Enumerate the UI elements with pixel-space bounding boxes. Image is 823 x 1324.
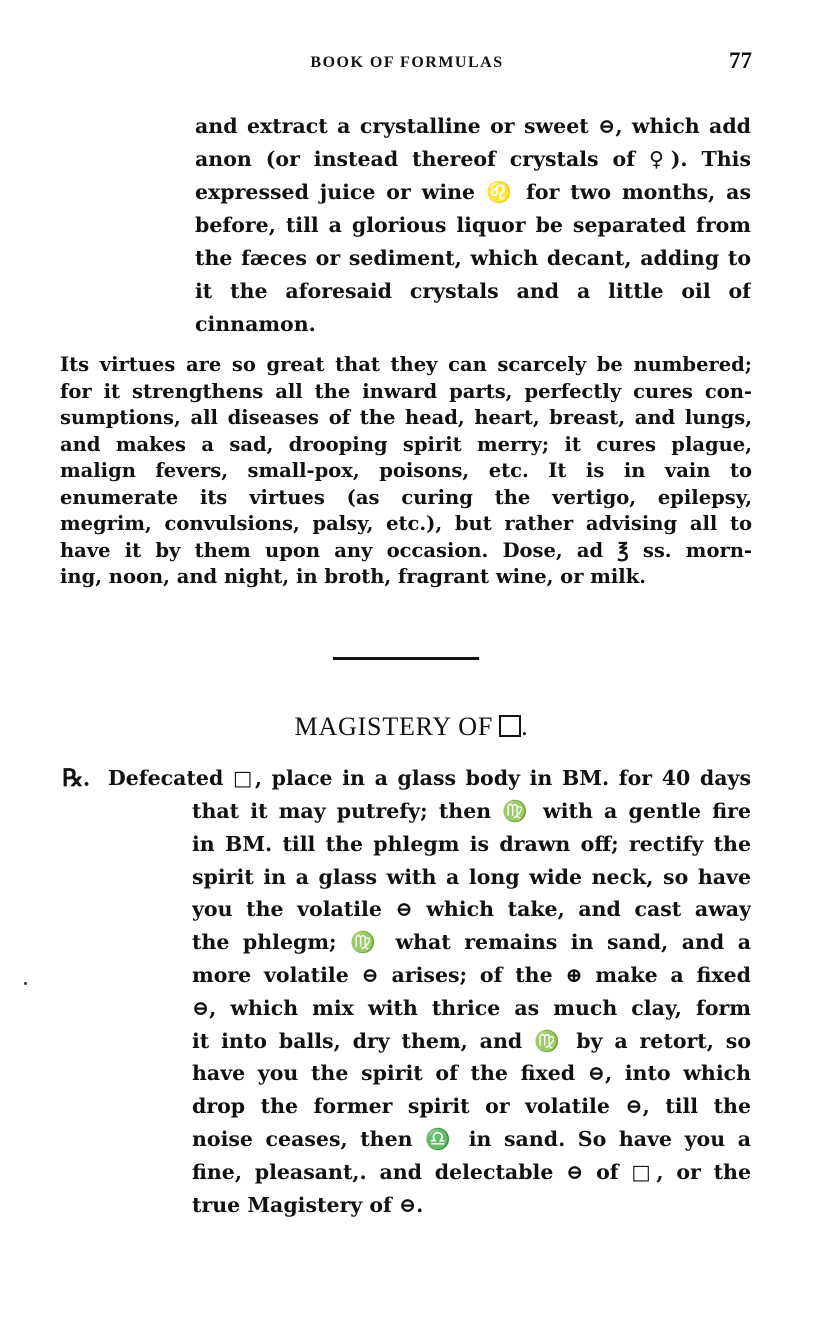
text-line: in BM. till the phlegm is drawn off; rectify the xyxy=(192,831,751,856)
section-divider xyxy=(333,657,479,660)
text-line: more volatile ⊖ arises; of the ⊕ make a fixed xyxy=(192,962,751,987)
text-line: ing, noon, and night, in broth, fragrant wine, or milk. xyxy=(60,565,646,588)
text-line: noise ceases, then ♎ in sand. So have you a xyxy=(192,1126,751,1151)
text-line: spirit in a glass with a long wide neck, so have xyxy=(192,864,751,889)
print-speck xyxy=(24,982,27,985)
running-head: BOOK OF FORMULAS xyxy=(310,54,504,71)
text-line: enumerate its virtues (as curing the vertigo, epilepsy, xyxy=(60,485,752,509)
text-line: malign fevers, small-pox, poisons, etc. It is in vain to xyxy=(60,459,752,482)
text-line: expressed juice or wine ♌ for two months, as xyxy=(195,180,751,204)
recipe-paragraph xyxy=(192,795,751,1221)
text-line: and makes a sad, drooping spirit merry; it cures plague, xyxy=(60,432,752,456)
text-line: ⊖, which mix with thrice as much clay, form xyxy=(192,995,751,1020)
text-line: the fæces or sediment, which decant, adding to xyxy=(195,246,751,270)
recipe-first-line xyxy=(108,762,751,795)
recipe-mark: ℞. xyxy=(62,766,90,792)
page-header xyxy=(62,48,752,78)
text-line: cinnamon. xyxy=(195,312,316,336)
text-line: fine, pleasant,. and delectable ⊖ of □, or the xyxy=(192,1159,751,1184)
text-line: that it may putrefy; then ♍ with a gentle fire xyxy=(192,799,751,823)
text-line: for it strengthens all the inward parts, perfectly cures con- xyxy=(60,379,752,403)
text-line: have it by them upon any occasion. Dose, ad ℥ ss. morn- xyxy=(60,538,752,562)
text-line: true Magistery of ⊖. xyxy=(192,1192,424,1217)
section-title xyxy=(0,712,823,742)
text-line: drop the former spirit or volatile ⊖, till the xyxy=(192,1094,751,1119)
text-line: anon (or instead thereof crystals of ♀). This xyxy=(195,147,751,171)
page-number: 77 xyxy=(729,48,752,73)
text-line: you the volatile ⊖ which take, and cast away xyxy=(192,897,751,922)
text-line: it into balls, dry them, and ♍ by a retort, so xyxy=(192,1028,751,1053)
virtues-paragraph xyxy=(60,352,752,591)
text-line: megrim, convulsions, palsy, etc.), but rather advising all to xyxy=(60,512,752,535)
text-line: it the aforesaid crystals and a little oil of xyxy=(195,279,751,303)
quote-paragraph xyxy=(195,110,751,341)
text-line: and extract a crystalline or sweet ⊖, which add xyxy=(195,114,751,138)
text-line: Its virtues are so great that they can scarcely be numbered; xyxy=(60,353,752,376)
text-line: before, till a glorious liquor be separated from xyxy=(195,213,751,237)
text-line: sumptions, all diseases of the head, heart, breast, and lungs, xyxy=(60,406,752,429)
section-title-text: MAGISTERY OF xyxy=(294,712,494,741)
text-line: Defecated □, place in a glass body in BM. for 40 days xyxy=(108,766,751,790)
section-title-period: . xyxy=(521,712,529,741)
text-line: have you the spirit of the fixed ⊖, into which xyxy=(192,1061,751,1086)
text-line: the phlegm; ♍ what remains in sand, and a xyxy=(192,930,751,955)
square-symbol-icon xyxy=(499,715,521,737)
